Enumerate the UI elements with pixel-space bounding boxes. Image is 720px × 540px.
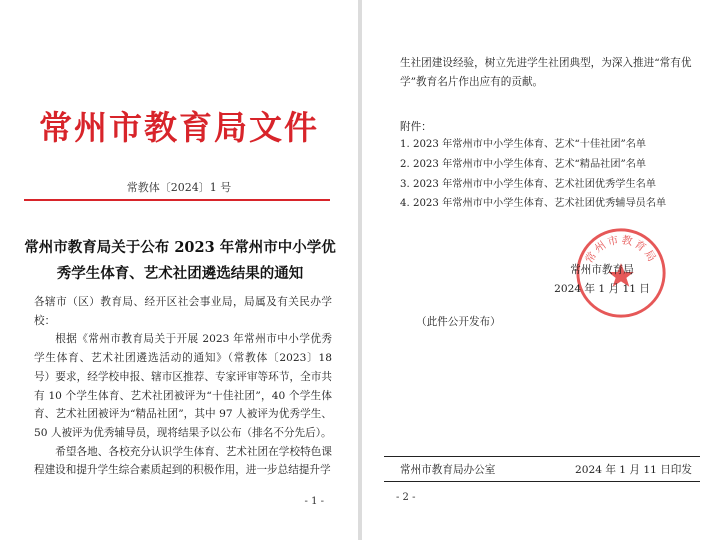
footer-office: 常州市教育局办公室 [400, 464, 496, 476]
attachments-list [400, 135, 700, 214]
paragraph: 生社团建设经验，树立先进学生社团典型，为深入推进“常有优学”教育名片作出应有的贡献。 [400, 57, 692, 88]
paragraph: 希望各地、各校充分认识学生体育、艺术社团在学校特色课程建设和提升学生综合素质起到的积极作用，进一步总结提升学 [34, 445, 332, 477]
document-header-title: 常州市教育局文件 [39, 108, 319, 147]
continuation-text [400, 54, 692, 91]
red-divider [24, 199, 330, 201]
public-release-note: （此件公开发布） [416, 316, 501, 328]
footer-rule [384, 481, 700, 482]
attachments-label: 附件： [400, 121, 432, 133]
paragraph: 根据《常州市教育局关于开展 2023 年常州市中小学优秀学生体育、艺术社团遴选活动的通知》（常教体〔2023〕18 号）要求，经学校申报、辖市区推荐、专家评审等环节，全市共有 10 个学生体育、艺术社团被评为“十佳社团”，40 个学生体育、艺术社团被评为“精品社团”，其中 97 人被评为优秀学生、50 人被评为优秀辅导员，现将结果予以公布（排名不分先后）。 [34, 333, 332, 439]
attachment-item: 3. 2023 年常州市中小学生体育、艺术社团优秀学生名单 [400, 178, 657, 190]
issue-date: 2024 年 1 月 11 日 [554, 283, 650, 295]
issuer-block [552, 261, 652, 299]
page-1 [0, 0, 358, 540]
issuer-name: 常州市教育局 [570, 264, 634, 276]
body-text [34, 293, 332, 480]
salutation: 各辖市（区）教育局、经开区社会事业局，局属及有关民办学校： [34, 296, 332, 327]
attachment-item: 4. 2023 年常州市中小学生体育、艺术社团优秀辅导员名单 [400, 198, 667, 210]
page-number: - 2 - [396, 492, 416, 503]
footer-print-date: 2024 年 1 月 11 日印发 [575, 464, 692, 476]
page-number: - 1 - [304, 496, 324, 507]
attachment-item: 2. 2023 年常州市中小学生体育、艺术“精品社团”名单 [400, 158, 647, 170]
notice-title: 常州市教育局关于公布 2023 年常州市中小学优秀学生体育、艺术社团遴选结果的通知 [24, 239, 336, 282]
attachment-item: 1. 2023 年常州市中小学生体育、艺术“十佳社团”名单 [400, 139, 647, 150]
document-number: 常教体〔2024〕1 号 [126, 181, 232, 194]
page-2 [362, 0, 720, 540]
footer-rule [384, 456, 700, 457]
seal-text: 常州市教育局 [582, 233, 660, 266]
